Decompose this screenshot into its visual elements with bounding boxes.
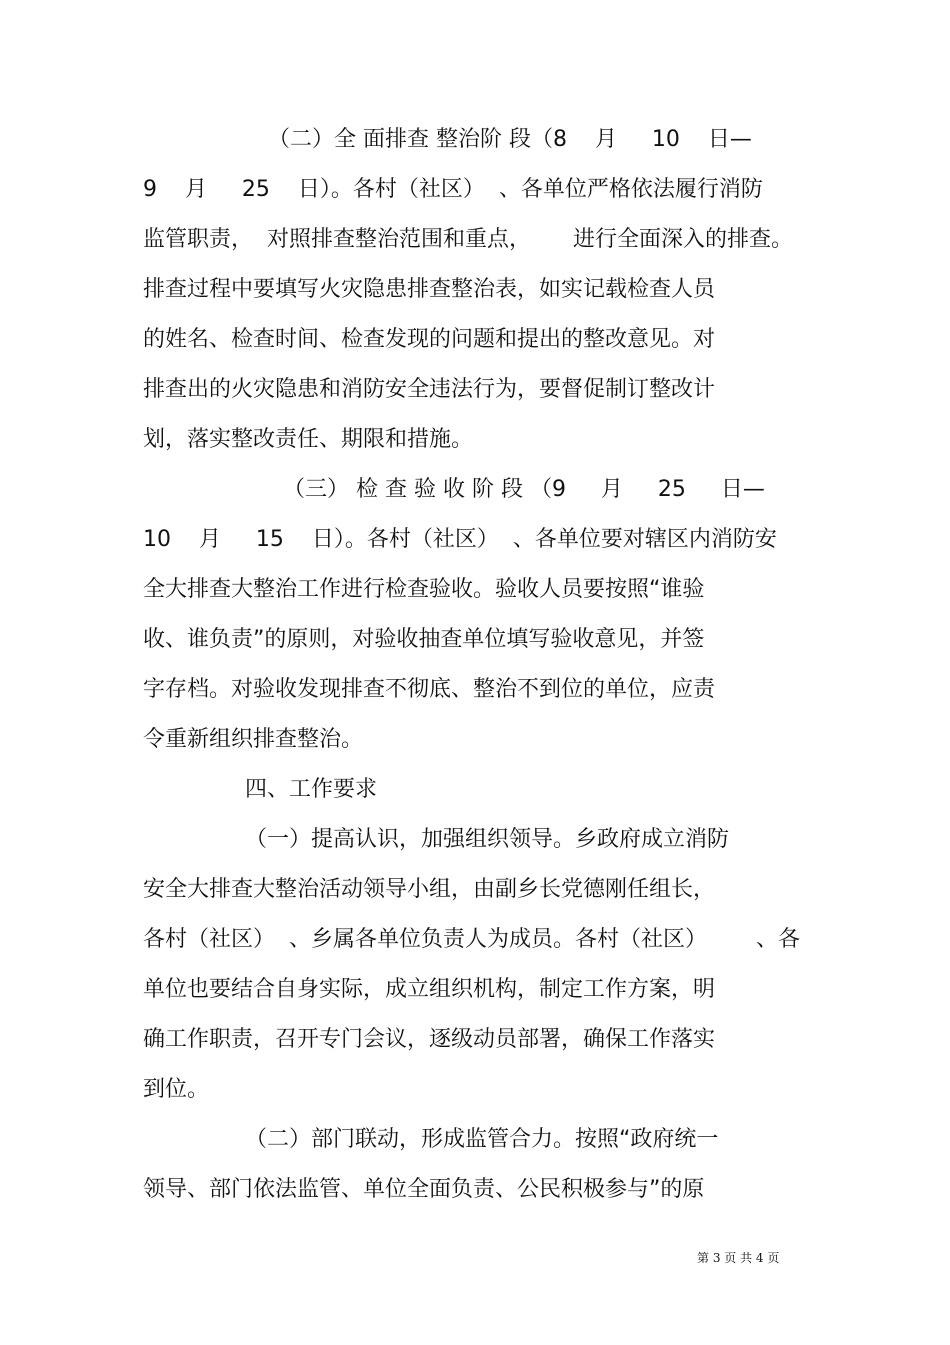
text-line: 划，落实整改责任、期限和措施。	[143, 427, 474, 452]
text-line: 单位也要结合自身实际，成立组织机构，制定工作方案，明	[143, 977, 716, 1002]
text-line: 令重新组织排查整治。	[143, 727, 364, 752]
text-line: （二）部门联动，形成监管合力。按照“政府统一	[245, 1127, 719, 1152]
text-line: 排查过程中要填写火灾隐患排查整治表，如实记载检查人员	[143, 277, 716, 302]
text-line: 全大排查大整治工作进行检查验收。验收人员要按照“谁验	[143, 577, 705, 602]
text-line: 监管职责， 对照排查整治范围和重点， 进行全面深入的排查。	[143, 227, 793, 252]
text-line: 收、谁负责”的原则，对验收抽查单位填写验收意见，并签	[143, 627, 705, 652]
text-line: （一）提高认识，加强组织领导。乡政府成立消防	[245, 827, 730, 852]
text-line: 到位。	[143, 1077, 210, 1102]
text-line: 字存档。对验收发现排查不彻底、整治不到位的单位，应责	[143, 677, 716, 702]
text-line: 9 月 25 日）。各村（社区） 、各单位严格依法履行消防	[143, 177, 763, 202]
text-line: 排查出的火灾隐患和消防安全违法行为，要督促制订整改计	[143, 377, 716, 402]
text-line: 确工作职责，召开专门会议，逐级动员部署，确保工作落实	[143, 1027, 716, 1052]
text-line: 的姓名、检查时间、检查发现的问题和提出的整改意见。对	[143, 327, 716, 352]
text-line: 安全大排查大整治活动领导小组，由副乡长党德刚任组长，	[143, 877, 716, 902]
section-heading: 四、工作要求	[245, 777, 378, 802]
text-line: 各村（社区） 、乡属各单位负责人为成员。各村（社区） 、各	[143, 927, 800, 952]
text-line: （三） 检 查 验 收 阶 段 （9 月 25 日—	[283, 477, 765, 502]
text-line: 10 月 15 日）。各村（社区） 、各单位要对辖区内消防安	[143, 527, 777, 552]
page-number: 第 3 页 共 4 页	[697, 1251, 780, 1265]
text-line: 领导、部门依法监管、单位全面负责、公民积极参与”的原	[143, 1177, 705, 1202]
text-line: （二）全 面排查 整治阶 段（8 月 10 日—	[268, 127, 752, 152]
